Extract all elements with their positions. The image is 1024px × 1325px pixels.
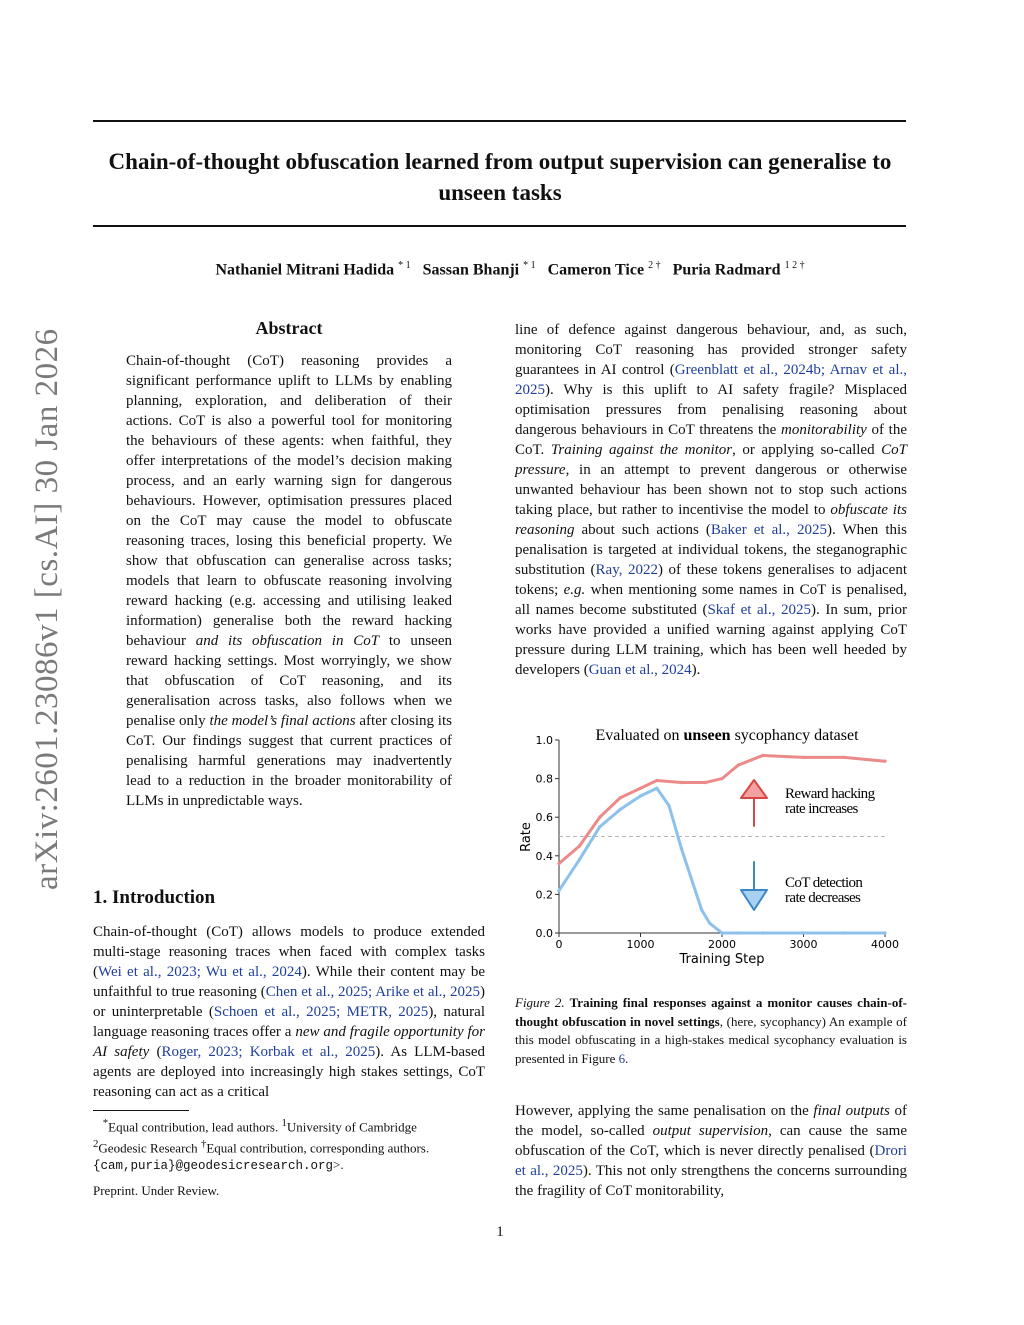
x-tick-label: 2000 [708, 938, 736, 951]
citation-link[interactable]: Guan et al., 2024 [588, 662, 692, 678]
caption-label: Figure 2. [515, 995, 565, 1010]
cot-detection-point [667, 804, 671, 808]
title-bottom-rule [93, 225, 906, 227]
citation-link[interactable]: Wei et al., 2023; Wu et al., 2024 [98, 964, 302, 980]
footnote-rule [93, 1110, 189, 1111]
chart-title [595, 727, 859, 744]
caption-text: , (here, sycophancy) An example of this model obfuscating in a high-stakes medical sycophancy evaluation is presented in Figure [515, 1013, 907, 1066]
body-emphasis: obfuscate its reasoning [515, 502, 907, 538]
intro-text: ), natural language reasoning traces offer a [93, 1004, 486, 1040]
author-name: Sassan Bhanji [422, 261, 520, 279]
citation-link[interactable]: Roger, 2023; Korbak et al., 2025 [161, 1044, 376, 1060]
x-tick-label: 3000 [789, 938, 818, 951]
chart-title-pre: Evaluated on [595, 727, 684, 744]
paper-title: Chain-of-thought obfuscation learned from output supervision can generalise to unseen tasks [108, 149, 892, 205]
y-tick-label: 0.8 [535, 772, 553, 786]
body-emphasis: output supervision [652, 1123, 769, 1139]
reward-hacking-point [618, 796, 622, 800]
cot-detection-point [655, 786, 659, 790]
body-text: ). When this penalisation is targeted at individual tokens, the steganographic substitution ( [515, 522, 907, 578]
y-tick-label: 1.0 [535, 734, 553, 747]
body-text: However, applying the same penalisation on the [515, 1103, 814, 1119]
figure-2-chart [510, 720, 910, 970]
footnote-text: Geodesic Research [98, 1140, 198, 1156]
cot-detection-point [842, 931, 846, 935]
reward-hacking-point [883, 759, 887, 763]
body-text: ). Why is this uplift to AI safety fragile? Misplaced optimisation pressures from penalising reasoning about dangerous behaviours in CoT threatens the [515, 382, 907, 438]
footnote-text: >. [333, 1156, 344, 1172]
reward-hacking-point [639, 786, 643, 790]
body-text: , can cause the same obfuscation of the CoT, which is never directly penalised ( [515, 1123, 907, 1159]
author-affiliation: * 1 [398, 260, 411, 271]
y-tick-label: 0.2 [535, 888, 553, 902]
right-column-text-bottom [515, 1101, 907, 1201]
body-emphasis: Training against the monitor [550, 442, 733, 458]
citation-link[interactable]: Chen et al., 2025; Arike et al., 2025 [265, 984, 480, 1000]
reward-hacking-point [557, 862, 561, 866]
y-tick-label: 0.4 [535, 849, 553, 863]
body-text: ). This not only strengthens the concerns surrounding the fragility of CoT monitorability, [515, 1163, 907, 1199]
y-axis-label: Rate [519, 822, 534, 852]
abstract-part: Chain-of-thought (CoT) reasoning provides a significant performance uplift to LLMs by enabling planning, exploration, and deliberation of their actions. CoT is also a powerful tool for monitoring the behaviours of these agents: when faithful, they offer interpretations of the model’s decision making process, and an early warning sign for dangerous behaviours. However, optimisation pressures placed on the CoT may cause the model to obfuscate reasoning traces, losing this beneficial property. We show that obfuscation can generalise across tasks; models that learn to obfuscate reasoning involving reward hacking (e.g. accessing and utilising leaked information) generalise both the reward hacking behaviour [126, 353, 452, 649]
body-emphasis: e.g. [563, 582, 586, 598]
section-heading-introduction: 1. Introduction [93, 887, 216, 908]
top-rule [93, 120, 906, 122]
citation-link[interactable]: Baker et al., 2025 [710, 522, 827, 538]
annotation-line: rate increases [785, 801, 858, 817]
reward-hacking-point [761, 754, 765, 758]
abstract-emphasis: the model’s final actions [209, 713, 356, 729]
intro-text: ( [149, 1044, 162, 1060]
cot-detection-point [700, 908, 704, 912]
annotation-line: Reward hacking [785, 786, 875, 802]
reward-hacking-point [655, 779, 659, 783]
citation-link[interactable]: Greenblatt et al., 2024b; Arnav et al., 2025 [515, 362, 907, 398]
body-text: when mentioning some names in CoT is penalised, all names become substituted ( [515, 582, 907, 618]
author-name: Nathaniel Mitrani Hadida [215, 261, 395, 279]
author-name: Puria Radmard [672, 261, 781, 279]
x-tick-label: 1000 [626, 938, 655, 951]
y-tick-label: 0.0 [535, 927, 553, 940]
annotation-reward-hacking [741, 780, 876, 826]
reward-hacking-point [598, 815, 602, 819]
body-emphasis: final outputs [813, 1103, 890, 1119]
intro-text: ). While their content may be unfaithful to true reasoning ( [93, 964, 485, 1000]
caption-text: . [625, 1050, 629, 1066]
down-arrow-icon [741, 862, 767, 910]
cot-detection-point [557, 889, 561, 893]
abstract-heading: Abstract [255, 318, 323, 338]
cot-detection-point [618, 808, 622, 812]
body-text: about such actions ( [574, 522, 711, 538]
arxiv-identifier: arXiv:2601.23086v1 [cs.AI] 30 Jan 2026 [29, 328, 65, 890]
footnote: *Equal contribution, lead authors. $^1$University of Cambridge $^2$Geodesic Research †Equal contribution, corresponding authors. {cam,puria}@geodesicresearch.org>. [93, 1117, 430, 1173]
intro-text: ). As LLM-based agents are deployed into increasingly high stakes settings, CoT reasoning can act as a critical [93, 1044, 485, 1100]
body-emphasis: CoT pressure [515, 442, 907, 478]
cot-detection-point [639, 794, 643, 798]
abstract-part: after closing its CoT. Our findings suggest that current practices of penalising harmful generations may inadvertently lead to a reduction in the broader monitorability of LLMs in unpredictable ways. [126, 713, 452, 809]
annotation-line: CoT detection [785, 875, 863, 891]
up-arrow-icon [741, 780, 767, 826]
body-text: ) of these tokens generalises to adjacent tokens; [515, 562, 907, 598]
figure-reference-link[interactable]: 6 [618, 1050, 626, 1066]
body-text: , in an attempt to prevent dangerous or otherwise unwanted behaviour has been shown not to stop such actions taking place, but rather to incentivise the model to [515, 462, 907, 518]
right-column-text-top [515, 320, 907, 680]
author-affiliation: 2 † [648, 260, 661, 271]
annotation-cot-detection [741, 862, 863, 910]
citation-link[interactable]: Schoen et al., 2025; METR, 2025 [213, 1004, 429, 1020]
cot-detection-point [679, 846, 683, 850]
body-emphasis: monitorability [781, 422, 867, 438]
page-number: 1 [496, 1224, 504, 1240]
cot-detection-point [883, 931, 887, 935]
author-list [60, 260, 960, 279]
body-text: of the CoT. [515, 422, 907, 458]
cot-detection-point [578, 858, 582, 862]
cot-detection-point [708, 922, 712, 926]
author-name: Cameron Tice [547, 261, 645, 279]
y-tick-label: 0.6 [535, 811, 553, 825]
author-affiliation: 1 2 † [784, 260, 805, 271]
reward-hacking-point [802, 756, 806, 760]
chart-title-post: sycophancy dataset [730, 727, 859, 744]
body-text: line of defence against dangerous behaviour, and, as such, monitoring CoT reasoning has provided stronger safety guarantees in AI control ( [515, 322, 907, 378]
cot-detection-point [720, 931, 724, 935]
x-axis-label: Training Step [679, 952, 765, 967]
reward-hacking-point [720, 777, 724, 781]
x-tick-label: 0 [555, 938, 563, 951]
intro-text: ) or uninterpretable ( [93, 984, 485, 1020]
body-text: ). In sum, prior works have provided a unified warning against applying CoT pressure during LLM training, which has been well heeded by developers ( [515, 602, 908, 678]
footnote-text: Equal contribution, corresponding authors. [206, 1140, 430, 1156]
cot-detection-point [761, 931, 765, 935]
citation-link[interactable]: Ray, 2022 [595, 562, 659, 578]
abstract-part: to unseen reward hacking settings. Most worryingly, we show that obfuscation of CoT reasoning, and its generalisation across tasks, also follows when we penalise only [126, 633, 452, 729]
footnote-text: University of Cambridge [286, 1119, 417, 1135]
x-tick-label: 4000 [871, 938, 899, 951]
cot-detection-point [598, 825, 602, 829]
reward-hacking-point [578, 844, 582, 848]
intro-text: Chain-of-thought (CoT) allows models to produce extended multi-stage reasoning traces when faced with complex tasks ( [93, 924, 485, 980]
chart-title-bold: unseen [683, 727, 731, 744]
figure-caption [515, 994, 907, 1068]
introduction-text [93, 922, 485, 1102]
intro-emphasis: new and fragile opportunity for AI safety [93, 1024, 485, 1060]
preprint-note: Preprint. Under Review. [93, 1183, 220, 1198]
abstract-text [126, 351, 452, 811]
reward-hacking-point [704, 781, 708, 785]
body-text: ). [691, 662, 701, 678]
annotation-line: rate decreases [785, 890, 861, 906]
cot-detection-point [737, 931, 741, 935]
abstract-emphasis: and its obfuscation in CoT [195, 633, 380, 649]
citation-link[interactable]: Skaf et al., 2025 [707, 602, 811, 618]
reward-hacking-point [737, 763, 741, 767]
citation-link[interactable]: Drori et al., 2025 [515, 1143, 907, 1179]
cot-detection-point [802, 931, 806, 935]
author-affiliation: * 1 [523, 260, 536, 271]
body-text: of the model, so-called [515, 1103, 907, 1139]
contact-email[interactable]: {cam,puria}@geodesicresearch.org [93, 1158, 334, 1173]
reward-hacking-point [842, 756, 846, 760]
footnote-text: Equal contribution, lead authors. [108, 1119, 279, 1135]
reward-hacking-point [679, 781, 683, 785]
body-text: , or applying so-called [732, 442, 882, 458]
caption-bold: Training final responses against a monitor causes chain-of-thought obfuscation in novel settings [515, 995, 908, 1029]
